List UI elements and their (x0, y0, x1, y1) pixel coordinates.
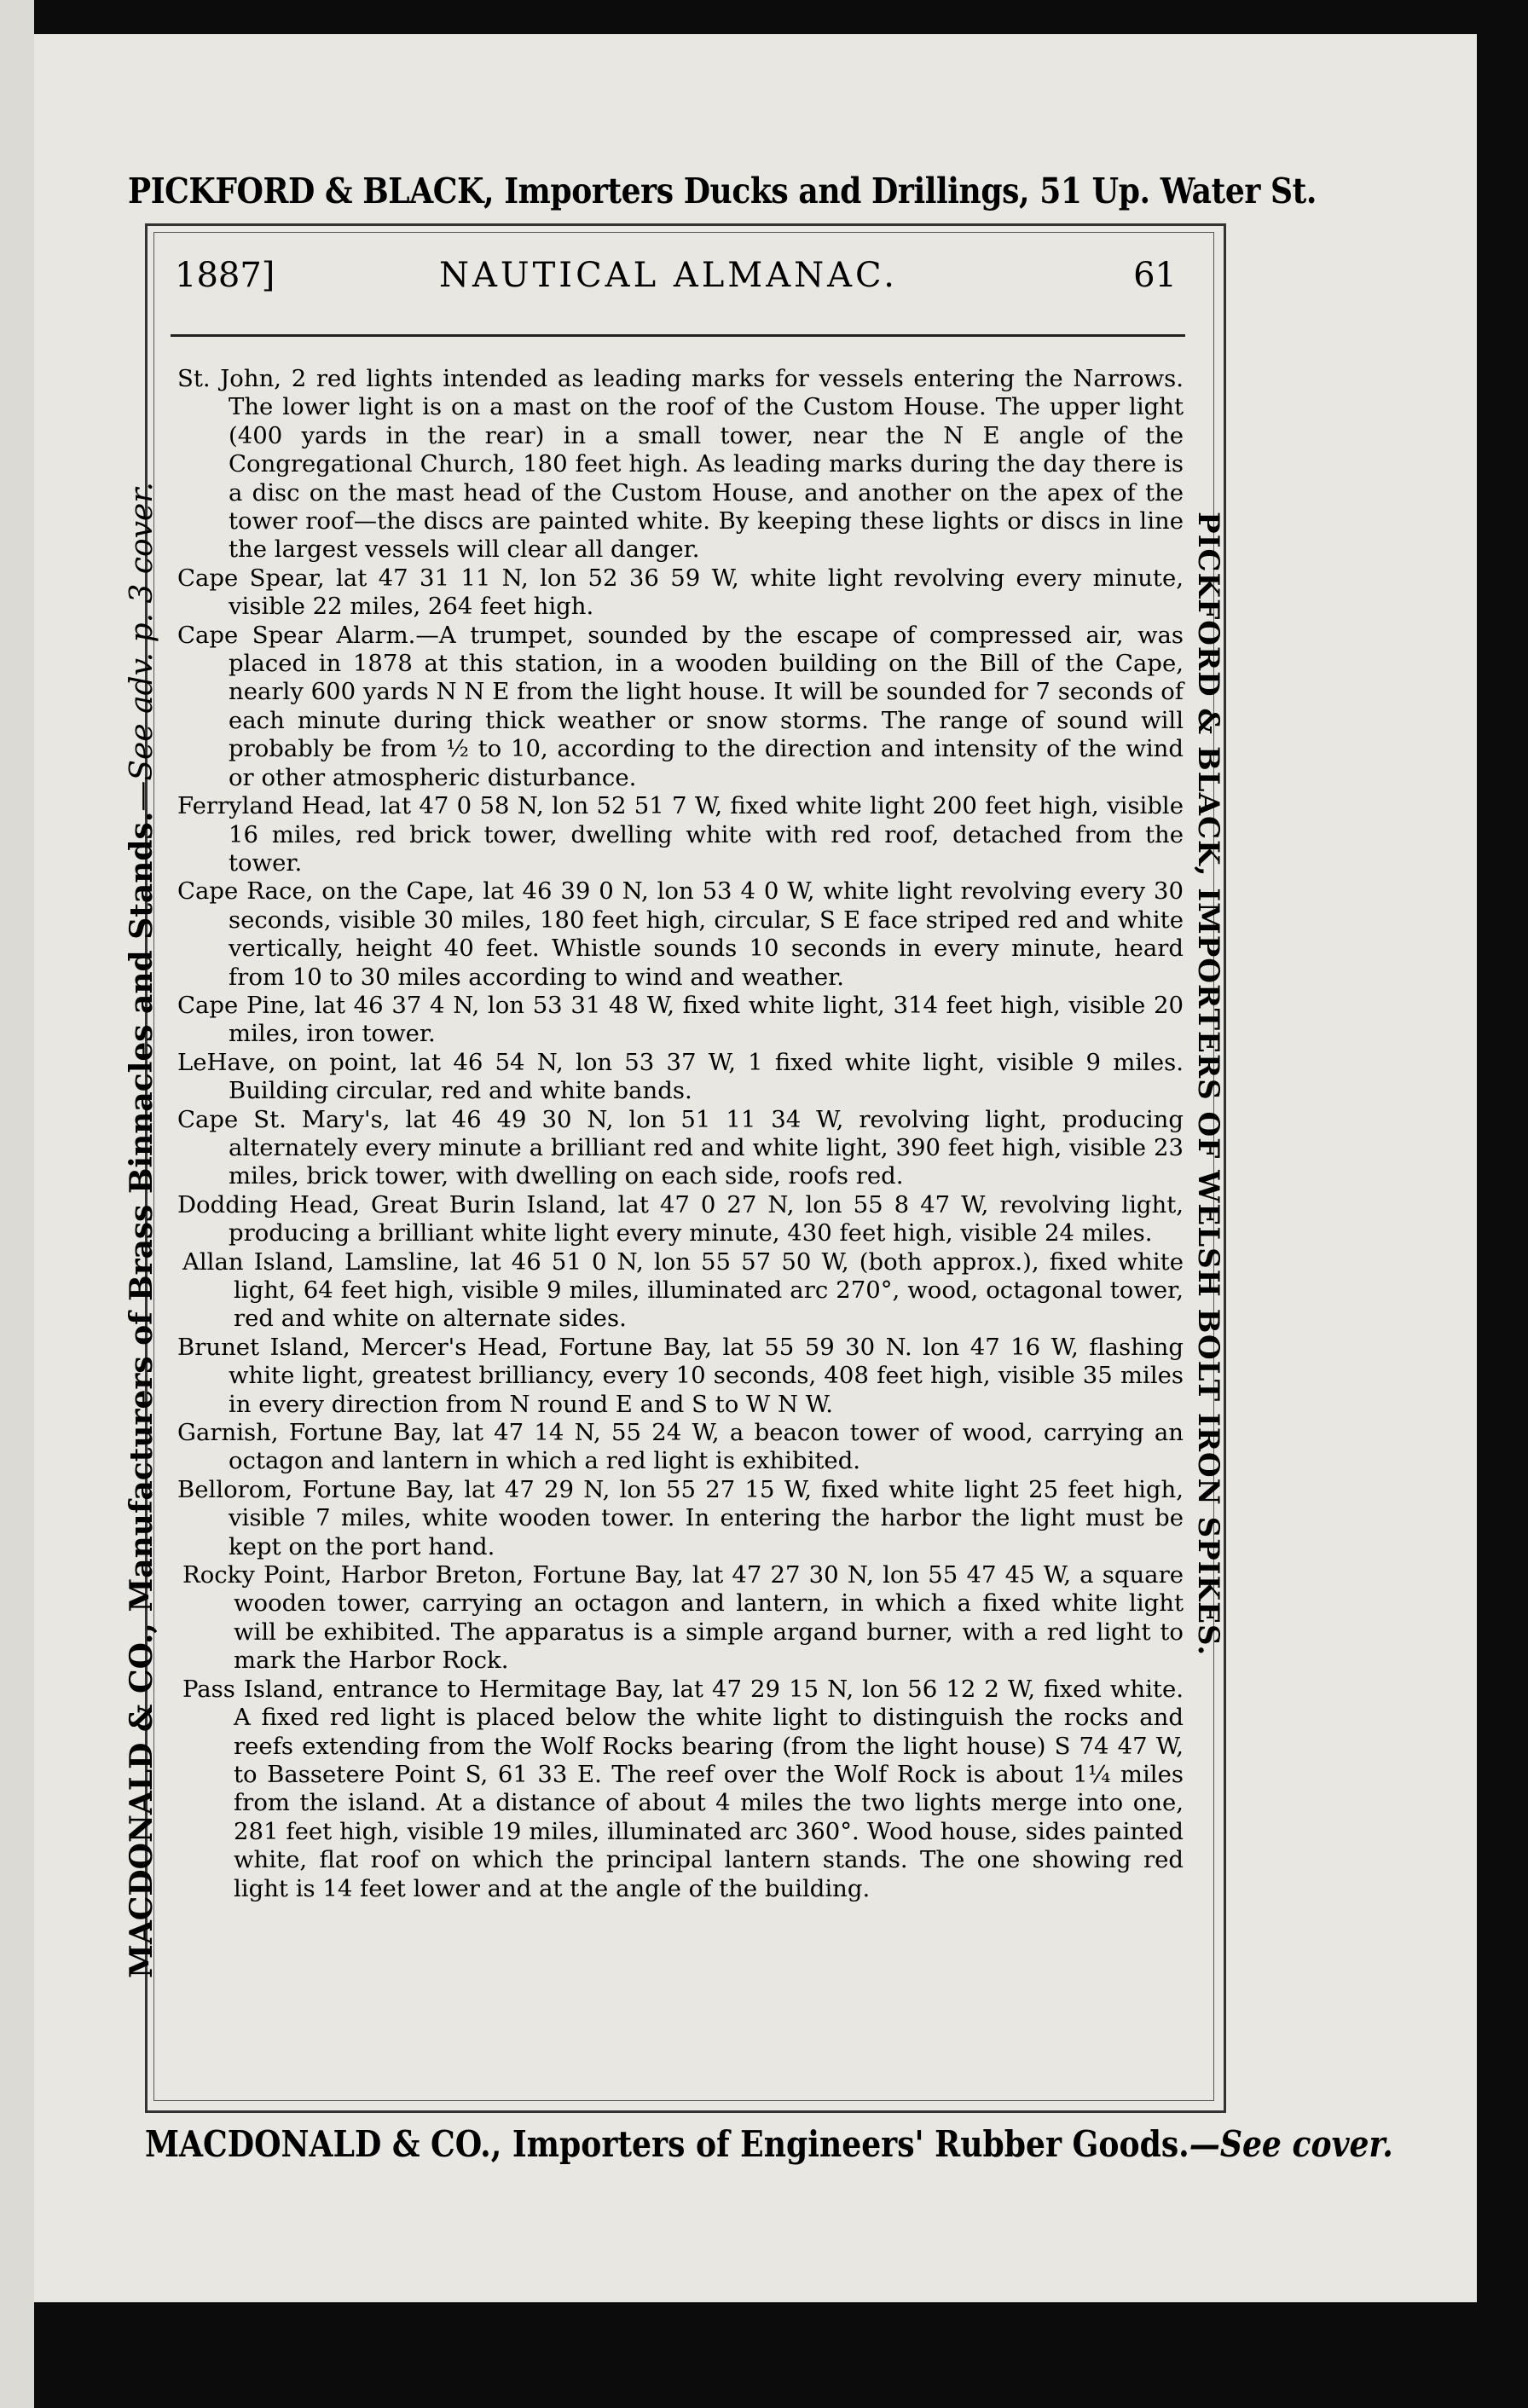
bottom-advertisement (145, 2123, 1393, 2165)
entry-garnish: Garnish, Fortune Bay, lat 47 14 N, 55 24 W, a beacon tower of wood, carrying an octagon and lantern in which a red light is exhibited. (177, 1419, 1184, 1475)
entry-cape-spear-alarm: Cape Spear Alarm.—A trumpet, sounded by the escape of compressed air, was placed in 1878 at this station, in a wooden building on the Bill of the Cape, nearly 600 yards N N E from the light house. It will be sounded for 7 seconds of each minute during thick weather or snow storms. The range of sound will probably be from ½ to 10, according to the direction and intensity of the wind or other atmospheric disturbance. (177, 621, 1184, 791)
right-margin-advertisement: PICKFORD & BLACK, IMPORTERS OF WELSH BOLT IRON SPIKES. (1191, 512, 1225, 1657)
adjacent-page-edge (0, 0, 34, 2408)
bottom-ad-see: —See cover. (1189, 2123, 1393, 2165)
entry-dodding-head: Dodding Head, Great Burin Island, lat 47 0 27 N, lon 55 8 47 W, revolving light, producing a brilliant white light every minute, 430 feet high, visible 24 miles. (177, 1190, 1184, 1247)
entry-lehave: LeHave, on point, lat 46 54 N, lon 53 37 W, 1 fixed white light, visible 9 miles. Building circular, red and white bands. (177, 1048, 1184, 1105)
header-title: NAUTICAL ALMANAC. (439, 256, 898, 295)
entry-bellorom: Bellorom, Fortune Bay, lat 47 29 N, lon 55 27 15 W, fixed white light 25 feet high, visible 7 miles, white wooden tower. In entering the harbor the light must be kept on the port hand. (177, 1475, 1184, 1560)
entry-st-john: St. John, 2 red lights intended as leading marks for vessels entering the Narrows. The lower light is on a mast on the roof of the Custom House. The upper light (400 yards in the rear) in a small tower, near the N E angle of the Congregational Church, 180 feet high. As leading marks during the day there is a disc on the mast head of the Custom House, and another on the apex of the tower roof—the discs are painted white. By keeping these lights or discs in line the largest vessels will clear all danger. (177, 365, 1184, 564)
lighthouse-entries (177, 365, 1184, 1903)
left-margin-ad-text: MACDONALD & CO., Manufacturers of Brass Binnacles and Stands. (124, 811, 159, 1978)
entry-cape-pine: Cape Pine, lat 46 37 4 N, lon 53 31 48 W, fixed white light, 314 feet high, visible 20 miles, iron tower. (177, 991, 1184, 1048)
entry-cape-st-marys: Cape St. Mary's, lat 46 49 30 N, lon 51 11 34 W, revolving light, producing alternately every minute a brilliant red and white light, 390 feet high, visible 23 miles, brick tower, with dwelling on each side, roofs red. (177, 1105, 1184, 1190)
top-advertisement: PICKFORD & BLACK, Importers Ducks and Drillings, 51 Up. Water St. (128, 171, 1317, 211)
page-number: 61 (1133, 256, 1177, 295)
entry-pass-island: Pass Island, entrance to Hermitage Bay, lat 47 29 15 N, lon 56 12 2 W, fixed white. A fixed red light is placed below the white light to distinguish the rocks and reefs extending from the Wolf Rocks bearing (from the light house) S 74 47 W, to Bassetere Point S, 61 33 E. The reef over the Wolf Rock is about 1¼ miles from the island. At a distance of about 4 miles the two lights merge into one, 281 feet high, visible 19 miles, illuminated arc 360°. Wood house, sides painted white, flat roof on which the principal lantern stands. The one showing red light is 14 feet lower and at the angle of the building. (182, 1675, 1184, 1902)
running-header (175, 256, 1177, 307)
entry-rocky-point: Rocky Point, Harbor Breton, Fortune Bay, lat 47 27 30 N, lon 55 47 45 W, a square wooden tower, carrying an octagon and lantern, in which a fixed white light will be exhibited. The apparatus is a simple argand burner, with a red light to mark the Harbor Rock. (182, 1561, 1184, 1675)
entry-cape-race: Cape Race, on the Cape, lat 46 39 0 N, lon 53 4 0 W, white light revolving every 30 seconds, visible 30 miles, 180 feet high, circular, S E face striped red and white vertically, height 40 feet. Whistle sounds 10 seconds in every minute, heard from 10 to 30 miles according to wind and weather. (177, 877, 1184, 991)
entry-cape-spear: Cape Spear, lat 47 31 11 N, lon 52 36 59 W, white light revolving every minute, visible 22 miles, 264 feet high. (177, 564, 1184, 621)
left-margin-ad-see: —See adv. p. 3 cover. (124, 482, 159, 812)
entry-ferryland-head: Ferryland Head, lat 47 0 58 N, lon 52 51 7 W, fixed white light 200 feet high, visible 16 miles, red brick tower, dwelling white with red roof, detached from the tower. (177, 792, 1184, 877)
header-rule (171, 334, 1185, 337)
entry-allan-island: Allan Island, Lamsline, lat 46 51 0 N, lon 55 57 50 W, (both approx.), fixed white light, 64 feet high, visible 9 miles, illuminated arc 270°, wood, octagonal tower, red and white on alternate sides. (182, 1247, 1184, 1333)
entry-brunet-island: Brunet Island, Mercer's Head, Fortune Bay, lat 55 59 30 N. lon 47 16 W, flashing white light, greatest brilliancy, every 10 seconds, 408 feet high, visible 35 miles in every direction from N round E and S to W N W. (177, 1333, 1184, 1418)
bottom-ad-text: MACDONALD & CO., Importers of Engineers' Rubber Goods. (145, 2123, 1189, 2165)
left-margin-advertisement (124, 443, 159, 1978)
header-year: 1887] (175, 256, 275, 295)
